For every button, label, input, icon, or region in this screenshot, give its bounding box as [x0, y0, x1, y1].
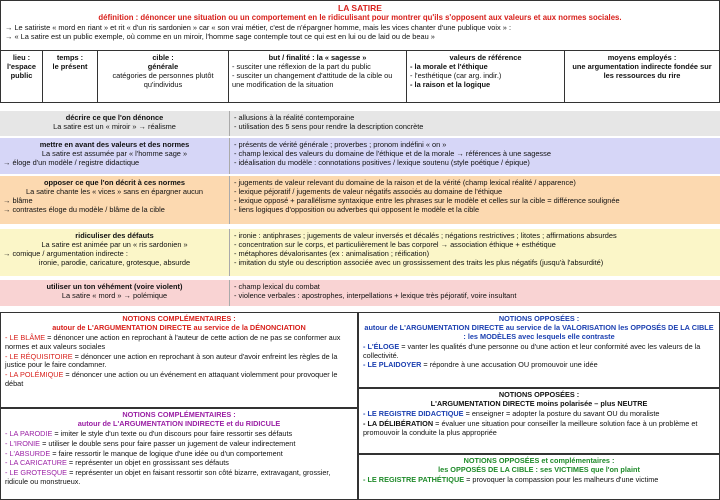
notion-term: - LA PARODIE — [5, 428, 53, 438]
col-cible-strong: générale — [147, 62, 179, 72]
notion-item — [363, 361, 715, 370]
notion-term: - LA CARICATURE — [5, 458, 67, 468]
notion-term: - LA DÉLIBÉRATION — [363, 418, 434, 428]
band-heading: décrire ce que l'on dénonce — [65, 113, 164, 122]
notion-item — [5, 450, 353, 459]
col-cible-text: catégories de personnes plutôt qu'individus — [112, 71, 214, 90]
band-item: - champ lexical du combat — [234, 282, 320, 291]
notion-item — [5, 353, 353, 371]
col-but-item: une modification de la situation — [232, 80, 334, 90]
col-moyens-head: moyens employés : — [607, 53, 677, 62]
notion-term: - LE RÉQUISITOIRE — [5, 351, 73, 361]
box-title: NOTIONS OPPOSÉES et complémentaires : — [463, 456, 615, 465]
notion-item — [363, 343, 715, 361]
band-text: ironie, parodie, caricature, grotesque, absurde — [38, 258, 191, 268]
box-title: NOTIONS COMPLÉMENTAIRES : — [122, 314, 236, 323]
box-subtitle: L'ARGUMENTATION DIRECTE moins polarisée – plus NEUTRE — [430, 398, 648, 408]
box-subtitle: autour de L'ARGUMENTATION DIRECTE au service de la DÉNONCIATION — [52, 322, 306, 332]
band-item: - violence verbales : apostrophes, interpellations + lexique très péjoratif, voire insultant — [234, 291, 517, 301]
notion-def: = dénoncer une action ou un événement en attaquant violemment pour provoquer le débat — [5, 370, 338, 389]
box-notions-ridicule — [0, 408, 358, 500]
notion-def: = utiliser le double sens pour faire passer un jugement de valeur indirectement — [40, 438, 296, 448]
col-but-head: but / finalité : la « sagesse » — [268, 53, 367, 62]
notion-item — [5, 430, 353, 439]
criteria-table — [0, 51, 720, 103]
page-title: LA SATIRE — [338, 3, 382, 13]
band-item: - concentration sur le corps, et particulièrement le bas corporel → association éthique + esthétique — [234, 240, 556, 250]
col-temps — [43, 51, 98, 102]
notion-term: - LE REGISTRE PATHÉTIQUE — [363, 474, 465, 484]
notion-def: = vanter les qualités d'une personne ou d'une action et leur conformité avec les valeurs de la collectivité. — [363, 341, 701, 360]
notion-term: - L'ÉLOGE — [363, 341, 400, 351]
band-vehement — [0, 280, 720, 306]
col-temps-head: temps : — [56, 53, 84, 62]
col-but — [229, 51, 407, 102]
band-item: - imitation du style ou description associée avec un grossissement des traits les plus négatifs (jusqu'à l'absurdité) — [234, 258, 604, 268]
box-title: NOTIONS OPPOSÉES : — [498, 314, 580, 323]
band-text: La satire est assumée par « l'homme sage » — [41, 149, 188, 159]
box-notions-victimes — [358, 454, 720, 500]
col-lieu — [1, 51, 43, 102]
band-item: - jugements de valeur relevant du domaine de la raison et de la vérité (champ lexical réalité / apparence) — [234, 178, 576, 187]
band-text: La satire « mord » → polémique — [61, 291, 168, 301]
notion-term: - LE GROTESQUE — [5, 468, 68, 478]
band-heading: utiliser un ton véhément (voire violent) — [46, 282, 183, 291]
quote-line-1: → Le satiriste « mord en riant » et rit « d'un ris sardonien » car « son vrai métier, c'est de n'épargner homme, mais les vices chanter d'une publique voix » : — [5, 22, 511, 32]
col-valeurs-item: - la raison et la logique — [410, 80, 491, 90]
notion-item — [363, 476, 715, 485]
notion-term: - L'ABSURDE — [5, 448, 51, 458]
notion-def: = représenter un objet en faisant ressortir son côté bizarre, extravagant, grossier, ridicule ou monstrueux. — [5, 468, 331, 487]
band-item: - présents de vérité générale ; proverbes ; pronom indéfini « on » — [234, 140, 447, 149]
band-text: La satire est animée par un « ris sardonien » — [41, 240, 188, 250]
notion-term: - LA POLÉMIQUE — [5, 370, 64, 380]
col-valeurs-head: valeurs de référence — [449, 53, 522, 62]
col-valeurs — [407, 51, 565, 102]
notion-def: = enseigner = adopter la posture du savant OU du moraliste — [463, 408, 660, 418]
notion-def: = représenter un objet en grossissant ses défauts — [66, 458, 229, 468]
box-subtitle: autour de L'ARGUMENTATION INDIRECTE et du RIDICULE — [77, 418, 281, 428]
col-but-item: - susciter une réflexion de la part du public — [232, 62, 371, 72]
box-title: NOTIONS COMPLÉMENTAIRES : — [122, 410, 236, 419]
notion-def: = évaluer une situation pour conseiller la meilleure solution face à un problème et promouvoir la conduite la plus appropriée — [363, 418, 698, 437]
box-notions-valorisation — [358, 312, 720, 388]
col-but-item: - susciter un changement d'attitude de la cible ou — [232, 71, 393, 81]
notion-def: = imiter le style d'un texte ou d'un discours pour faire ressortir ses défauts — [52, 428, 293, 438]
band-text: La satire chante les « vices » sans en épargner aucun — [25, 187, 204, 197]
band-item: - utilisation des 5 sens pour rendre la description concrète — [234, 122, 424, 132]
band-decrire — [0, 111, 720, 136]
col-lieu-head: lieu : — [12, 53, 31, 62]
notion-def: = dénoncer une action en reprochant à l'auteur de cette action de ne pas se conformer aux normes et aux valeurs sociales — [5, 332, 341, 351]
band-ridiculiser — [0, 229, 720, 276]
notion-item — [5, 440, 353, 449]
notion-term: - L'IRONIE — [5, 438, 41, 448]
notion-item — [363, 420, 715, 438]
col-temps-text: le présent — [52, 62, 88, 72]
definition: définition : dénoncer une situation ou un comportement en le ridiculisant pour montrer qu'ils s'opposent aux valeurs et aux normes sociales. — [98, 13, 622, 23]
band-text: → blâme — [3, 196, 33, 206]
notion-item — [5, 371, 353, 389]
band-item: - champ lexical des valeurs du domaine de l'éthique et de la morale → références à une sagesse — [234, 149, 551, 159]
band-item: - idéalisation du modèle : connotations positives / lexique soutenu (style poétique / épique) — [234, 158, 530, 168]
col-moyens-text: une argumentation indirecte fondée sur les ressources du rire — [572, 62, 712, 81]
band-item: - lexique opposé + parallélisme syntaxique entre les phrases sur le modèle et celles sur la cible = différence soulignée — [234, 196, 620, 206]
notion-def: = faire ressortir le manque de logique d'une idée ou d'un comportement — [50, 448, 283, 458]
box-notions-neutre — [358, 388, 720, 454]
band-heading: opposer ce que l'on décrit à ces normes — [44, 178, 185, 187]
box-subtitle: les OPPOSÉS DE LA CIBLE : ses VICTIMES que l'on plaint — [438, 464, 640, 474]
band-item: - lexique péjoratif / jugements de valeur négatifs associés au domaine de l'éthique — [234, 187, 503, 197]
notion-term: - LE BLÂME — [5, 332, 46, 342]
box-subtitle: autour de L'ARGUMENTATION DIRECTE au service de la VALORISATION les OPPOSÉS DE LA CIBLE : les MODÈLES avec lesquels elle contraste — [364, 322, 714, 341]
notion-item — [5, 459, 353, 468]
col-moyens — [565, 51, 719, 102]
col-cible — [98, 51, 229, 102]
col-lieu-text: l'espace public — [7, 62, 36, 81]
col-cible-head: cible : — [152, 53, 174, 62]
band-item: - liens logiques d'opposition ou adverbes qui opposent le modèle et la cible — [234, 205, 480, 215]
band-text: → comique / argumentation indirecte : — [3, 249, 128, 259]
band-heading: mettre en avant des valeurs et des normes — [39, 140, 190, 149]
band-text: La satire est un « miroir » → réalisme — [53, 122, 176, 132]
band-item: - allusions à la réalité contemporaine — [234, 113, 355, 122]
band-opposer — [0, 176, 720, 224]
notion-item — [363, 410, 715, 419]
notion-item — [5, 334, 353, 352]
band-heading: ridiculiser des défauts — [75, 231, 154, 240]
box-title: NOTIONS OPPOSÉES : — [498, 390, 580, 399]
quote-line-2: → « La satire est un public exemple, où comme en un miroir, l'homme sage contemple tout ce qui est en lui ou de laid ou de beau » — [5, 31, 435, 41]
header — [0, 0, 720, 51]
col-valeurs-item: - l'esthétique (car arg. indir.) — [410, 71, 502, 81]
notion-def: = provoquer la compassion pour les malheurs d'une victime — [464, 474, 659, 484]
notion-term: - LE PLAIDOYER — [363, 360, 422, 370]
notion-def: = répondre à une accusation OU promouvoir une idée — [421, 360, 598, 370]
box-notions-denonciation — [0, 312, 358, 408]
notion-term: - LE REGISTRE DIDACTIQUE — [363, 408, 464, 418]
band-text: → contrastes éloge du modèle / blâme de la cible — [3, 205, 165, 215]
notion-def: = dénoncer une action en reprochant à son auteur d'avoir enfreint les règles de la justice pour le faire condamner. — [5, 351, 338, 370]
col-valeurs-item: - la morale et l'éthique — [410, 62, 488, 72]
band-item: - ironie : antiphrases ; jugements de valeur inversés et décalés ; négations restrictives ; litotes ; affirmations absurdes — [234, 231, 617, 240]
band-text: → éloge d'un modèle / registre didactique — [3, 158, 140, 168]
notion-item — [5, 469, 353, 487]
band-item: - métaphores dévalorisantes (ex : animalisation ; réification) — [234, 249, 430, 259]
band-valeurs — [0, 138, 720, 174]
